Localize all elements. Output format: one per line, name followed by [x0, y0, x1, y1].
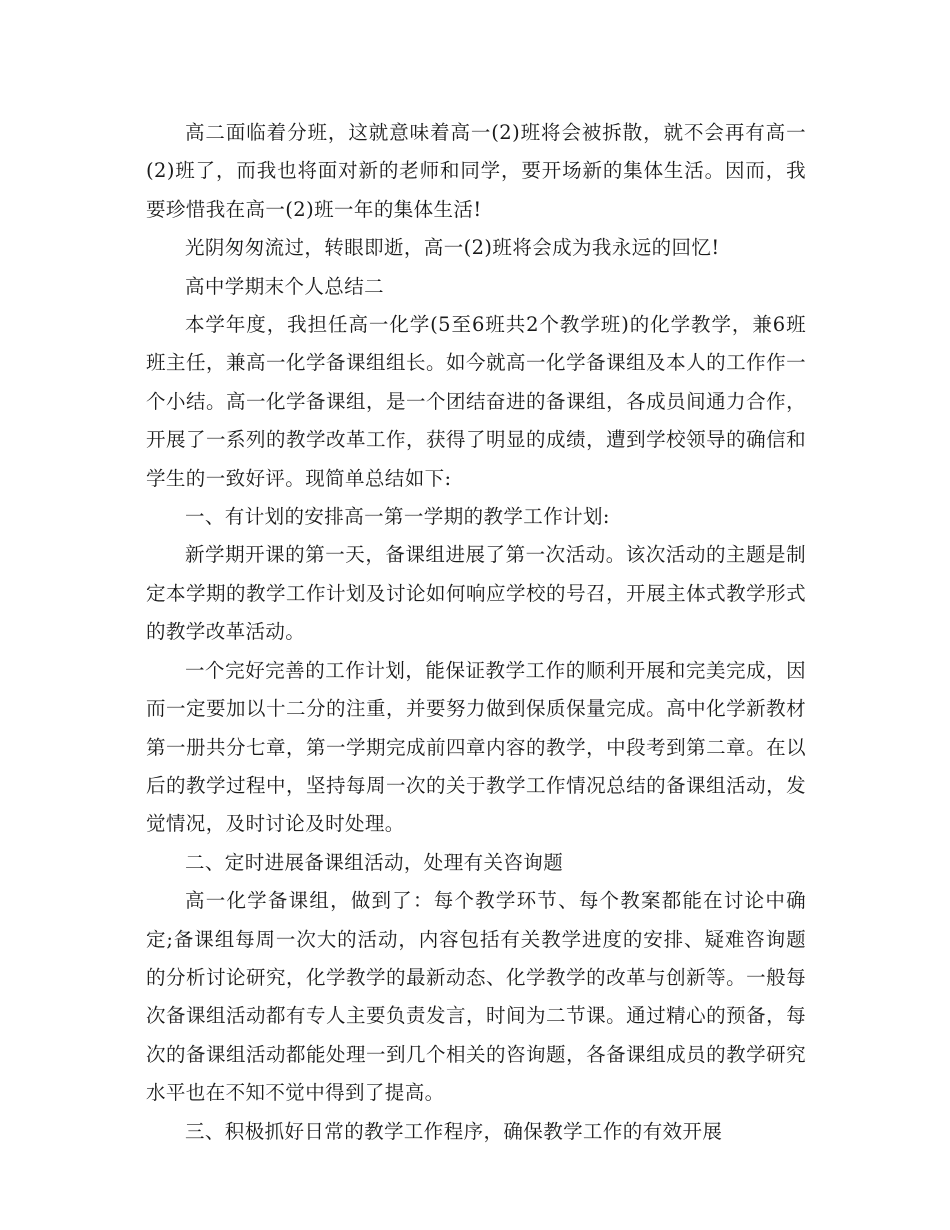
- paragraph: 高二面临着分班，这就意味着高一(2)班将会被拆散，就不会再有高一(2)班了，而我也将面对新的老师和同学，要开场新的集体生活。因而，我要珍惜我在高一(2)班一年的集体生活!: [146, 121, 806, 221]
- paragraph: 高一化学备课组，做到了：每个教学环节、每个教案都能在讨论中确定;备课组每周一次大的活动，内容包括有关教学进度的安排、疑难咨询题的分析讨论研究，化学教学的最新动态、化学教学的改革与创新等。一般每次备课组活动都有专人主要负责发言，时间为二节课。通过精心的预备，每次的备课组活动都能处理一到几个相关的咨询题，各备课组成员的教学研究水平也在不知不觉中得到了提高。: [146, 889, 806, 1105]
- section-heading: 一、有计划的安排高一第一学期的教学工作计划:: [185, 505, 610, 529]
- section-heading: 三、积极抓好日常的教学工作程序，确保教学工作的有效开展: [185, 1119, 723, 1143]
- document-body: [146, 114, 806, 1151]
- paragraph: 光阴匆匆流过，转眼即逝，高一(2)班将会成为我永远的回忆!: [185, 236, 720, 260]
- section-title: 高中学期末个人总结二: [185, 274, 385, 298]
- section-heading: 二、定时进展备课组活动，处理有关咨询题: [185, 850, 564, 874]
- paragraph: 一个完好完善的工作计划，能保证教学工作的顺利开展和完美完成，因而一定要加以十二分的注重，并要努力做到保质保量完成。高中化学新教材第一册共分七章，第一学期完成前四章内容的教学，中段考到第二章。在以后的教学过程中，坚持每周一次的关于教学工作情况总结的备课组活动，发觉情况，及时讨论及时处理。: [146, 658, 806, 836]
- paragraph: 本学年度，我担任高一化学(5至6班共2个教学班)的化学教学，兼6班班主任，兼高一化学备课组组长。如今就高一化学备课组及本人的工作作一个小结。高一化学备课组，是一个团结奋进的备课组，各成员间通力合作，开展了一系列的教学改革工作，获得了明显的成绩，遭到学校领导的确信和学生的一致好评。现简单总结如下:: [146, 313, 806, 490]
- paragraph: 新学期开课的第一天，备课组进展了第一次活动。该次活动的主题是制定本学期的教学工作计划及讨论如何响应学校的号召，开展主体式教学形式的教学改革活动。: [146, 543, 806, 644]
